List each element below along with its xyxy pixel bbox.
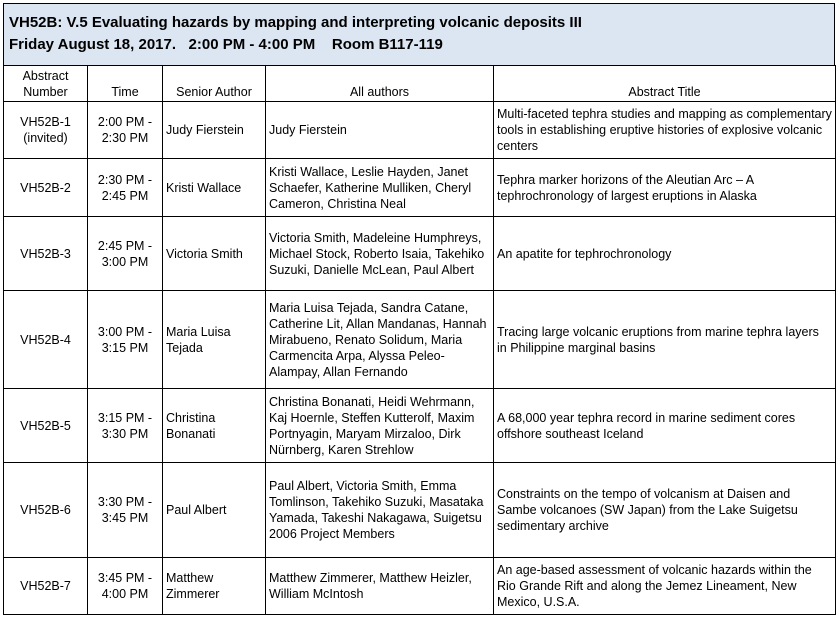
col-header-number: Abstract Number xyxy=(4,66,88,102)
col-header-title: Abstract Title xyxy=(494,66,836,102)
session-header xyxy=(3,3,835,65)
abstract-time: 3:00 PM - 3:15 PM xyxy=(88,291,163,389)
senior-author: Kristi Wallace xyxy=(163,159,266,217)
abstract-time: 3:15 PM - 3:30 PM xyxy=(88,389,163,463)
abstract-number: VH52B-4 xyxy=(4,291,88,389)
abstract-time: 2:45 PM - 3:00 PM xyxy=(88,217,163,291)
table-row xyxy=(4,558,836,615)
all-authors: Judy Fierstein xyxy=(266,102,494,159)
abstract-table xyxy=(3,65,836,615)
col-header-senior-author: Senior Author xyxy=(163,66,266,102)
session-room: Room B117-119 xyxy=(331,36,443,53)
col-header-time: Time xyxy=(88,66,163,102)
abstract-title: A 68,000 year tephra record in marine sediment cores offshore southeast Iceland xyxy=(494,389,836,463)
all-authors: Christina Bonanati, Heidi Wehrmann, Kaj Hoernle, Steffen Kutterolf, Maxim Portnyagin, Maryam Mirzaloo, Dirk Nürnberg, Karen Strehlow xyxy=(266,389,494,463)
abstract-time: 2:30 PM - 2:45 PM xyxy=(88,159,163,217)
session-schedule xyxy=(3,3,835,615)
abstract-title: Tephra marker horizons of the Aleutian Arc – A tephrochronology of largest eruptions in Alaska xyxy=(494,159,836,217)
senior-author: Victoria Smith xyxy=(163,217,266,291)
session-time: 2:00 PM - 4:00 PM xyxy=(188,36,316,53)
senior-author: Judy Fierstein xyxy=(163,102,266,159)
all-authors: Paul Albert, Victoria Smith, Emma Tomlinson, Takehiko Suzuki, Masataka Yamada, Takeshi Nakagawa, Suigetsu 2006 Project Members xyxy=(266,463,494,558)
all-authors: Victoria Smith, Madeleine Humphreys, Michael Stock, Roberto Isaia, Takehiko Suzuki, Danielle McLean, Paul Albert xyxy=(266,217,494,291)
abstract-number: VH52B-5 xyxy=(4,389,88,463)
table-row xyxy=(4,159,836,217)
abstract-time: 3:30 PM - 3:45 PM xyxy=(88,463,163,558)
senior-author: Paul Albert xyxy=(163,463,266,558)
abstract-time: 2:00 PM - 2:30 PM xyxy=(88,102,163,159)
table-row xyxy=(4,389,836,463)
all-authors: Matthew Zimmerer, Matthew Heizler, William McIntosh xyxy=(266,558,494,615)
senior-author: Matthew Zimmerer xyxy=(163,558,266,615)
abstract-number: VH52B-1 (invited) xyxy=(4,102,88,159)
table-header-row xyxy=(4,66,836,102)
senior-author: Christina Bonanati xyxy=(163,389,266,463)
table-row xyxy=(4,217,836,291)
abstract-number: VH52B-7 xyxy=(4,558,88,615)
all-authors: Maria Luisa Tejada, Sandra Catane, Catherine Lit, Allan Mandanas, Hannah Mirabueno, Renato Solidum, Maria Carmencita Arpa, Alyssa Peleo-Alampay, Allan Fernando xyxy=(266,291,494,389)
session-title: VH52B: V.5 Evaluating hazards by mapping and interpreting volcanic deposits III xyxy=(9,14,582,31)
abstract-title: Multi-faceted tephra studies and mapping as complementary tools in establishing eruptive histories of explosive volcanic centers xyxy=(494,102,836,159)
col-header-all-authors: All authors xyxy=(266,66,494,102)
abstract-time: 3:45 PM - 4:00 PM xyxy=(88,558,163,615)
abstract-number: VH52B-2 xyxy=(4,159,88,217)
all-authors: Kristi Wallace, Leslie Hayden, Janet Schaefer, Katherine Mulliken, Cheryl Cameron, Christina Neal xyxy=(266,159,494,217)
table-row xyxy=(4,463,836,558)
session-meta xyxy=(9,34,834,56)
abstract-title: Constraints on the tempo of volcanism at Daisen and Sambe volcanoes (SW Japan) from the Lake Suigetsu sedimentary archive xyxy=(494,463,836,558)
abstract-title: An apatite for tephrochronology xyxy=(494,217,836,291)
session-date: Friday August 18, 2017. xyxy=(9,36,177,53)
senior-author: Maria Luisa Tejada xyxy=(163,291,266,389)
abstract-number: VH52B-6 xyxy=(4,463,88,558)
abstract-title: Tracing large volcanic eruptions from marine tephra layers in Philippine marginal basins xyxy=(494,291,836,389)
table-row xyxy=(4,102,836,159)
abstract-number: VH52B-3 xyxy=(4,217,88,291)
abstract-title: An age-based assessment of volcanic hazards within the Rio Grande Rift and along the Jemez Lineament, New Mexico, U.S.A. xyxy=(494,558,836,615)
table-row xyxy=(4,291,836,389)
